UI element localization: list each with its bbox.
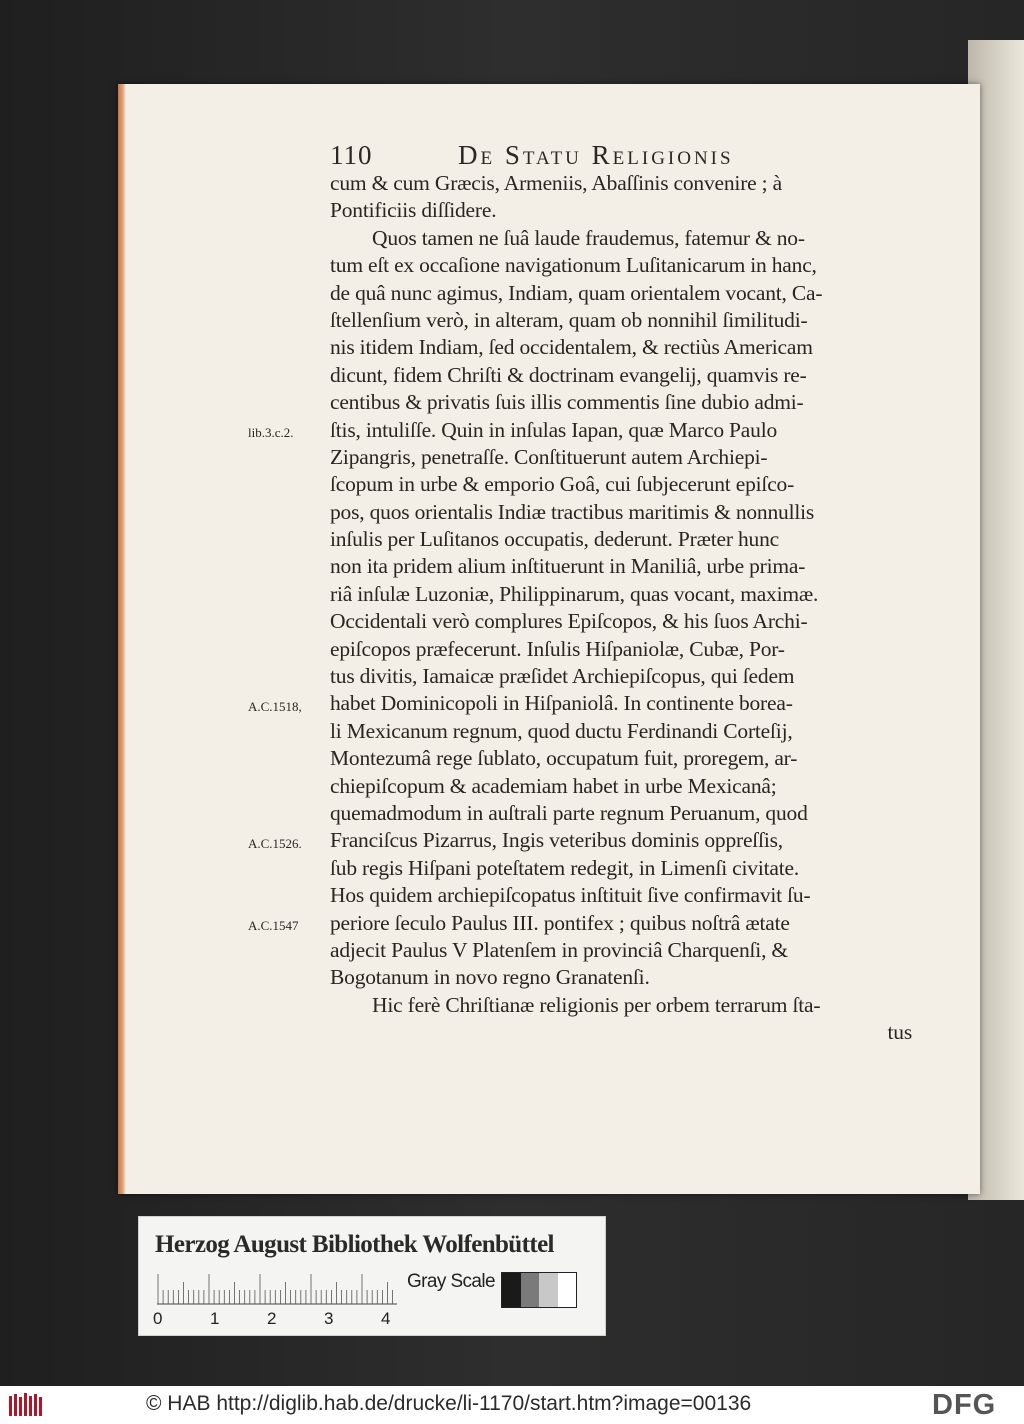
text-line: tum eſt ex occaſione navigationum Luſitanicarum in hanc,	[330, 253, 817, 278]
grayscale-swatch	[521, 1273, 540, 1307]
ruler	[157, 1271, 397, 1305]
text-line: centibus & privatis ſuis illis commentis ſine dubio admi-	[330, 390, 804, 415]
text-line: Hic ferè Chriſtianæ religionis per orbem terrarum ſta-	[372, 992, 821, 1017]
grayscale-swatch	[539, 1273, 558, 1307]
text-line: quemadmodum in auſtrali parte regnum Peruanum, quod	[330, 800, 808, 825]
margin-note: lib.3.c.2.	[248, 424, 294, 440]
text-line: non ita pridem alium inſtituerunt in Maniliâ, urbe prima-	[330, 554, 806, 579]
ruler-number: 2	[267, 1309, 277, 1328]
ruler-number: 4	[381, 1309, 391, 1328]
text-line: nis itidem Indiam, ſed occidentalem, & rectiùs Americam	[330, 335, 813, 360]
text-line: epiſcopos præfecerunt. Inſulis Hiſpaniolæ, Cubæ, Por-	[330, 636, 785, 661]
text-line: chiepiſcopum & academiam habet in urbe Mexicanâ;	[330, 773, 777, 798]
text-line: li Mexicanum regnum, quod ductu Ferdinandi Corteſij,	[330, 718, 793, 743]
text-line: Hos quidem archiepiſcopatus inſtituit ſive confirmavit ſu-	[330, 883, 811, 908]
running-head	[330, 140, 790, 172]
footer	[0, 1386, 1024, 1424]
text-line: riâ inſulæ Luzoniæ, Philippinarum, quas vocant, maximæ.	[330, 581, 819, 606]
page-number: 110	[330, 140, 373, 170]
grayscale-label: Gray Scale	[407, 1271, 495, 1292]
running-head-title: De Statu Religionis	[458, 140, 734, 170]
text-line: Occidentali verò complures Epiſcopos, & his ſuos Archi-	[330, 609, 808, 634]
text-line: ſcopum in urbe & emporio Goâ, cui ſubjecerunt epiſco-	[330, 472, 795, 497]
ruler-numbers	[153, 1309, 403, 1329]
text-line: periore ſeculo Paulus III. pontifex ; quibus noſtrâ ætate	[330, 910, 790, 935]
footer-credit: © HAB http://diglib.hab.de/drucke/li-1170/start.htm?image=00136	[146, 1392, 752, 1415]
body-text	[330, 170, 912, 1047]
color-reference-card	[138, 1216, 606, 1336]
text-line: de quâ nunc agimus, Indiam, quam orientalem vocant, Ca-	[330, 280, 823, 305]
ruler-number: 1	[210, 1309, 220, 1328]
text-line: inſulis per Luſitanos occupatis, dederunt. Præter hunc	[330, 527, 779, 552]
catchword: tus	[887, 1020, 912, 1045]
text-line: Montezumâ rege ſublato, occupatum fuit, proregem, ar-	[330, 746, 798, 771]
text-line: ſub regis Hiſpani poteſtatem redegit, in Limenſi civitate.	[330, 855, 800, 880]
text-line: adjecit Paulus V Platenſem in provinciâ Charquenſi, &	[330, 937, 788, 962]
text-line: cum & cum Græcis, Armeniis, Abaſſinis convenire ; à	[330, 171, 782, 195]
text-line: ſtis, intuliſſe. Quin in inſulas Iapan, quæ Marco Paulo	[330, 417, 778, 442]
text-line: Zipangris, penetraſſe. Conſtituerunt autem Archiepi-	[330, 444, 768, 469]
hab-logo-icon	[8, 1392, 44, 1418]
ruler-number: 3	[324, 1309, 334, 1328]
text-line: Pontificiis diſſidere.	[330, 198, 497, 223]
grayscale-swatches	[501, 1272, 577, 1308]
dfg-logo: DFG	[932, 1389, 997, 1421]
text-line: dicunt, fidem Chriſti & doctrinam evangelij, quamvis re-	[330, 362, 807, 387]
ruler-number: 0	[153, 1309, 163, 1328]
text-line: Franciſcus Pizarrus, Ingis veteribus dominis oppreſſis,	[330, 828, 783, 853]
text-line: tus divitis, Iamaicæ præſidet Archiepiſcopus, qui ſedem	[330, 664, 795, 689]
text-line: pos, quos orientalis Indiæ tractibus maritimis & nonnullis	[330, 499, 815, 524]
grayscale-swatch	[502, 1273, 521, 1307]
grayscale-swatch	[558, 1273, 577, 1307]
margin-note: A.C.1518,	[248, 698, 302, 714]
page-edge	[118, 84, 126, 1194]
margin-note: A.C.1547	[248, 917, 299, 933]
text-line: habet Dominicopoli in Hiſpaniolâ. In continente borea-	[330, 691, 793, 716]
library-name: Herzog August Bibliothek Wolfenbüttel	[155, 1231, 554, 1258]
margin-note: A.C.1526.	[248, 835, 302, 851]
text-line: ſtellenſium verò, in alteram, quam ob nonnihil ſimilitudi-	[330, 307, 808, 332]
text-line: Quos tamen ne ſuâ laude fraudemus, fatemur & no-	[372, 225, 805, 250]
text-line: Bogotanum in novo regno Granatenſi.	[330, 965, 650, 990]
